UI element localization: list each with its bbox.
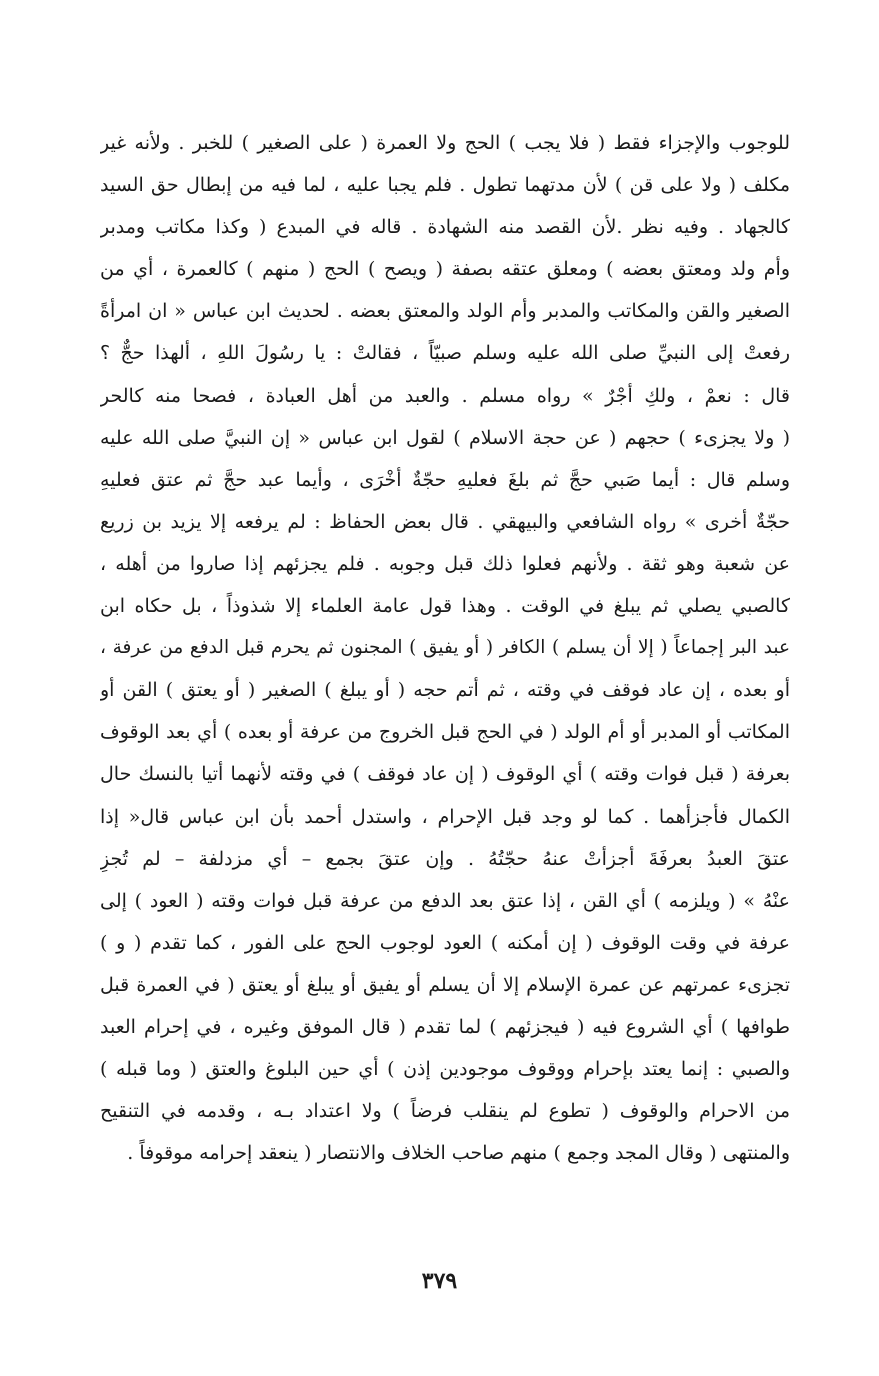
- text-line: عرفة في وقت الوقوف ( إن أمكنه ) العود لوجوب الحج على الفور ، كما تقدم ( و ): [100, 931, 790, 954]
- text-line: بعرفة ( قبل فوات وقته ) أي الوقوف ( إن عاد فوقف ) في وقته لأنهما أتيا بالنسك حال: [100, 763, 790, 786]
- text-line: كالصبي يصلي ثم يبلغ في الوقت . وهذا قول عامة العلماء إلا شذوذاً ، بل حكاه ابن: [100, 595, 790, 618]
- text-line: والمنتهى ( وقال المجد وجمع ) منهم صاحب الخلاف والانتصار ( ينعقد إحرامه موقوفاً .: [127, 1142, 790, 1165]
- text-line: للوجوب والإجزاء فقط ( فلا يجب ) الحج ولا العمرة ( على الصغير ) للخبر . ولأنه غير: [100, 132, 790, 154]
- text-line: عنْهُ » ( ويلزمه ) أي القن ، إذا عتق بعد الدفع من عرفة قبل فوات وقته ( العود ) إلى: [100, 889, 790, 912]
- text-line: حجّةٌ أخرى » رواه الشافعي والبيهقي . قال بعض الحفاظ : لم يرفعه إلا يزيد بن زريع: [100, 510, 790, 533]
- text-line: أو بعده ، إن عاد فوقف في وقته ، ثم أتم حجه ( أو يبلغ ) الصغير ( أو يعتق ) القن أو: [100, 679, 790, 702]
- text-line: وسلم قال : أيما صَبي حجَّ ثم بلغَ فعليهِ حجّةٌ أخْرَى ، وأيما عبد حجَّ ثم عتق فعليهِ: [100, 468, 790, 491]
- text-line: مكلف ( ولا على قن ) لأن مدتهما تطول . فلم يجبا عليه ، لما فيه من إبطال حق السيد: [100, 174, 790, 197]
- text-line: من الاحرام والوقوف ( تطوع لم ينقلب فرضاً ) ولا اعتداد بـه ، وقدمه في التنقيح: [100, 1100, 790, 1123]
- text-line: كالجهاد . وفيه نظر .لأن القصد منه الشهادة . قاله في المبدع ( وكذا مكاتب ومدبر: [100, 216, 790, 239]
- text-line: المكاتب أو المدبر أو أم الولد ( في الحج قبل الخروج من عرفة أو بعده ) أي بعد الوقوف: [100, 721, 790, 744]
- text-line: ( ولا يجزىء ) حجهم ( عن حجة الاسلام ) لقول ابن عباس « إن النبيَّ صلى الله عليه: [100, 426, 790, 449]
- text-line: رفعتْ إلى النبيِّ صلى الله عليه وسلم صبيّاً ، فقالتْ : يا رسُولَ اللهِ ، ألهذا حجٌّ ؟: [100, 342, 790, 365]
- body-text: [100, 122, 790, 1174]
- text-line: طوافها ) أي الشروع فيه ( فيجزئهم ) لما تقدم ( قال الموفق وغيره ، في إحرام العبد: [100, 1015, 790, 1038]
- text-line: عن شعبة وهو ثقة . ولأنهم فعلوا ذلك قبل وجوبه . فلم يجزئهم إذا صاروا من أهله ،: [100, 552, 790, 575]
- text-line: قال : نعمْ ، ولكِ أجْرٌ » رواه مسلم . والعبد من أهل العبادة ، فصحا منه كالحر: [100, 384, 790, 407]
- text-line: والصبي : إنما يعتد بإحرام ووقوف موجودين إذن ) أي حين البلوغ والعتق ( وما قبله ): [100, 1058, 790, 1081]
- page-number: ٣٧٩: [421, 1268, 458, 1294]
- text-line: الكمال فأجزأهما . كما لو وجد قبل الإحرام ، واستدل أحمد بأن ابن عباس قال« إذا: [100, 805, 790, 828]
- text-line: تجزىء عمرتهم عن عمرة الإسلام إلا أن يسلم أو يفيق أو يبلغ أو يعتق ( في العمرة قبل: [100, 973, 790, 996]
- text-line: وأم ولد ومعتق بعضه ) ومعلق عتقه بصفة ( ويصح ) الحج ( منهم ) كالعمرة ، أي من: [100, 258, 790, 281]
- text-line: الصغير والقن والمكاتب والمدبر وأم الولد والمعتق بعضه . لحديث ابن عباس « ان امرأةً: [100, 300, 790, 323]
- text-line: عتقَ العبدُ بعرفَةَ أجزأتْ عنهُ حجّتُهُ . وإن عتقَ بجمع – أي مزدلفة – لم تُجزِ: [100, 847, 790, 870]
- text-line: عبد البر إجماعاً ( إلا أن يسلم ) الكافر ( أو يفيق ) المجنون ثم يحرم قبل الدفع من عرفة ،: [100, 637, 790, 659]
